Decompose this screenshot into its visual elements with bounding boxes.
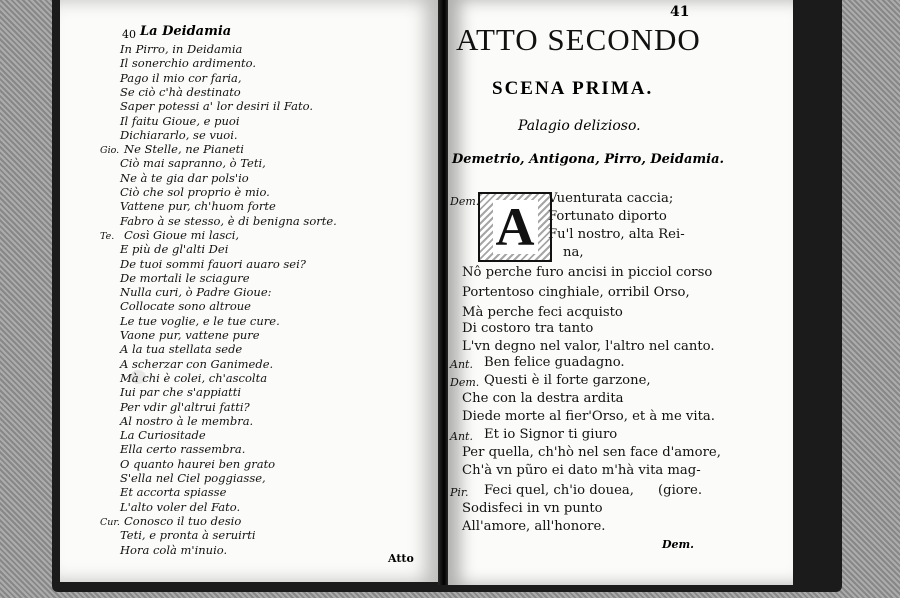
left-catchword: Atto [388,552,414,565]
running-head: La Deidamia [140,24,232,39]
verse-line: Vaone pur, vattene pure [120,328,260,342]
verse-line: Fabro à se stesso, è di benigna sorte. [120,213,337,228]
verse-line: Per quella, ch'hò nel sen face d'amore, [462,445,721,460]
scene-setting: Palagio delizioso. [518,118,641,134]
verse-line: In Pirro, in Deidamia [120,42,243,56]
verse-line: Al nostro à le membra. [120,413,254,428]
verse-line: Il faitu Gioue, e puoi [120,113,240,128]
right-catchword: Dem. [662,538,695,551]
page-stain [130,370,146,384]
verse-line: Feci quel, ch'io doueа, [484,483,634,498]
verse-line: Diede morte al fier'Orso, et à me vita. [462,409,715,424]
verse-line: Nulla curi, ò Padre Gioue: [120,285,272,300]
verse-line: Dichiararlo, se vuoi. [120,127,238,142]
verse-line: Teti, e pronta à seruirti [120,528,256,543]
verse-line: Fu'l nostro, alta Rei- [548,227,685,242]
verse-line: Mà chi è colei, ch'ascolta [120,370,268,385]
verse-line: Hora colà m'inuio. [120,542,228,557]
speaker-label: Gio. [100,145,120,157]
verse-line: A la tua stellata sede [120,342,243,357]
verse-line: E più de gl'alti Dei [120,242,229,257]
verse-line: Che con la destra ardita [462,391,624,406]
verse-line: Vattene pur, ch'huom forte [120,199,276,214]
verse-line: De mortali le sciagure [120,270,250,285]
initial-letter: A [493,200,538,254]
character-list: Demetrio, Antigona, Pirro, Deidamia. [452,152,725,167]
verse-line: Et accorta spiasse [120,485,227,500]
verse-line: Conosco il tuo desio [124,513,242,528]
verse-line: Portentoso cinghiale, orribil Orso, [462,285,690,300]
speaker-label: Dem. [450,376,480,389]
verse-line: Per vdir gl'altrui fatti? [120,399,250,414]
verse-line: La Curiositade [120,428,206,443]
verse-line: S'ella nel Ciel poggiasse, [120,471,266,485]
verse-line: O quanto haurei ben grato [120,456,276,471]
verse-line: Sodisfeci in vn punto [462,501,603,516]
speaker-label: Ant. [450,358,473,371]
verse-line: Le tue voglie, e le tue cure. [120,313,280,328]
verse-line: Collocate sono altroue [120,299,251,314]
verse-line: Ella certo rassembra. [120,442,246,457]
verse-line: Pago il mio cor faria, [120,70,242,85]
speaker-label: Ant. [450,430,473,443]
decorated-initial [478,192,552,262]
speaker-label: Te. [100,230,115,242]
verse-line: Il sonerchio ardimento. [120,56,257,71]
verse-line: Iui par che s'appiatti [120,385,242,400]
speaker-label: Dem. [450,195,480,208]
verse-line: Se ciò c'hà destinato [120,84,241,99]
scene-title: SCENA PRIMA. [492,78,654,99]
verse-line: Vuenturata caccia; [548,191,674,206]
page-mark: 40 [122,28,136,41]
verse-line: Mà perche feci acquisto [462,305,623,320]
verse-line: Nô perche furo ancisi in picciol corso [462,265,713,280]
verse-line: All'amore, all'honore. [462,519,606,534]
verse-line: Ciò mai sapranno, ò Teti, [120,156,266,171]
right-page [448,0,793,585]
verse-line: Questi è il forte garzone, [484,373,651,388]
verse-line: Ciò che sol proprio è mio. [120,185,270,199]
verse-line: Così Gioue mi lasci, [124,227,240,242]
verse-line: Fortunato diporto [548,209,667,224]
turnover-text: (giore. [658,483,703,498]
verse-line: Ne à te gia dar pols'io [120,170,249,185]
verse-line: De tuoi sommi fauori auaro sei? [120,256,306,271]
verse-line: Ne Stelle, ne Pianeti [124,142,244,157]
verse-line: Ben felice guadagno. [484,355,625,370]
verse-line: Saper potessi a' lor desiri il Fato. [120,99,313,114]
verse-line: na, [563,245,584,260]
speaker-label: Cur. [100,516,120,528]
verse-line: L'alto voler del Fato. [120,499,241,514]
verse-line: Et io Signor ti giuro [484,427,618,442]
page-number: 41 [670,4,690,20]
verse-line: L'vn degno nel valor, l'altro nel canto. [462,339,715,354]
act-title: ATTO SECONDO [456,22,701,57]
speaker-label: Pir. [450,486,469,499]
verse-line: A scherzar con Ganimede. [120,356,274,371]
left-page [60,0,440,582]
verse-line: Ch'à vn pũro ei dato m'hà vita mag- [462,463,701,478]
verse-line: Di costoro tra tanto [462,321,594,336]
